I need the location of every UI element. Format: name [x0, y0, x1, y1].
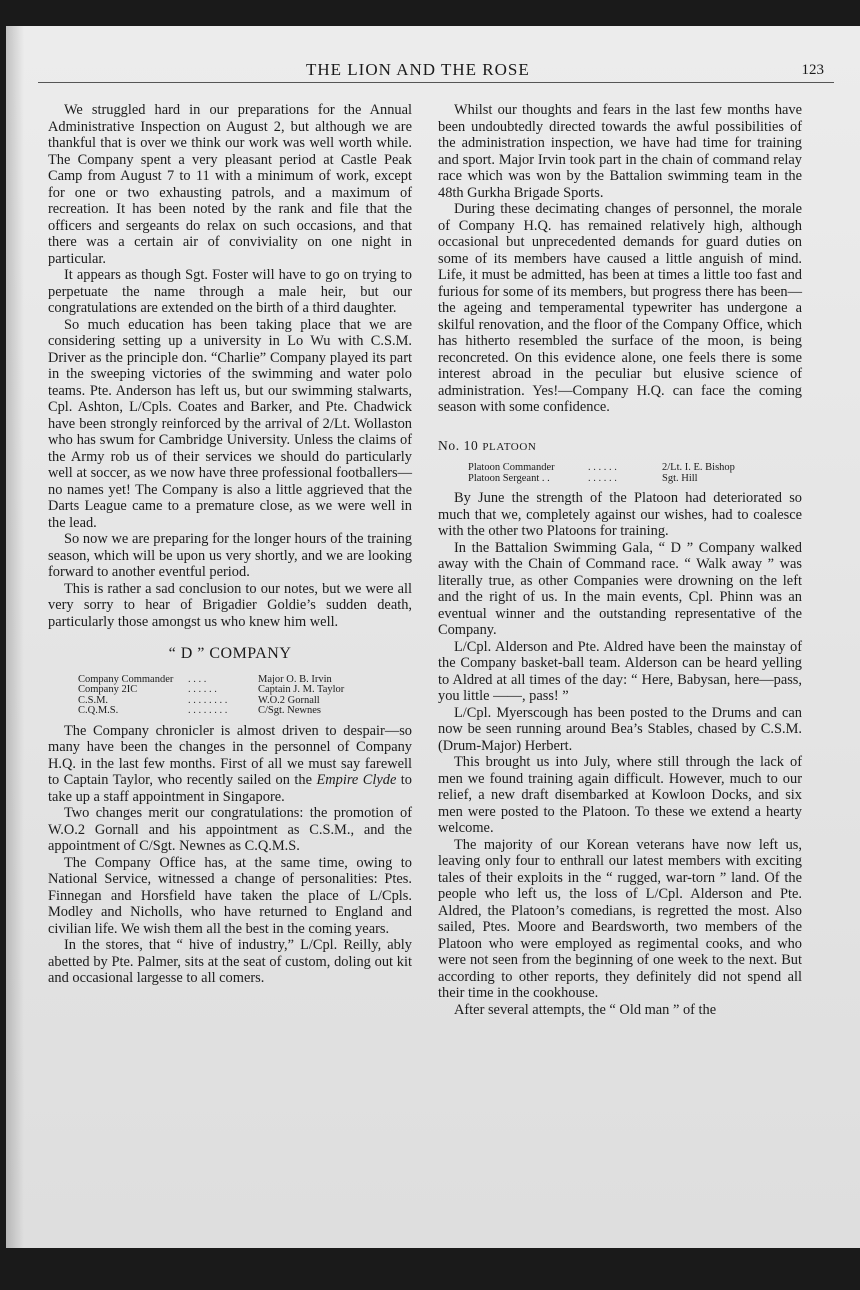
roster-row: [78, 706, 408, 717]
paragraph: We struggled hard in our preparations for the Annual Administrative Inspection on August 2, but although we are thankful that is over we think our work was well worth while. The Company spent a very pleasant period at Castle Peak Camp from August 7 to 11 with a minimum of work, except for one or two exhausting patrols, and a maximum of recreation. It has been noted by the rank and file that the officers and sergeants do relax on such occasions, and that there was a certain air of conviviality on one night in particular.: [48, 102, 412, 267]
platoon-heading-word: PLATOON: [482, 440, 537, 453]
running-head: THE LION AND THE ROSE: [306, 60, 530, 79]
page-gutter-shadow: [6, 26, 24, 1248]
paragraph: L/Cpl. Myerscough has been posted to the Drums and can now be seen running around Bea’s Stables, chased by C.S.M. (Drum-Major) Herbert.: [438, 704, 802, 754]
page-number: 123: [801, 62, 824, 78]
d-company-roster: [78, 675, 408, 717]
paragraph: [48, 723, 412, 806]
platoon-roster: [468, 463, 798, 484]
roster-role: Platoon Commander: [468, 462, 555, 473]
roster-row: [78, 685, 408, 696]
roster-name: Captain J. M. Taylor: [258, 684, 345, 695]
roster-leader-dots: . . . . . . . .: [188, 705, 228, 716]
d-company-title: “ D ” COMPANY: [168, 645, 292, 662]
roster-leader-dots: . . . .: [188, 673, 207, 685]
text-run: The Company chronicler is almost driven to despair—so many have been the changes in the personnel of Company H.Q. in the last few months. First of all we must say farewell to Captain Taylor, who recently sailed on the: [48, 722, 412, 788]
paragraph: So much education has been taking place that we are considering setting up a university in Lo Wu with C.S.M. Driver as the principle don. “Charlie” Company played its part in the sweeping victories of the swimming and water polo teams. Pte. Anderson has left us, but our swimming stalwarts, Cpl. Ashton, L/Cpls. Coates and Barker, and Pte. Chadwick have been strongly reinforced by the arrival of 2/Lt. Wollaston who has swum for Cambridge University. Unless the claims of the Army rob us of their services we should do particularly well at soccer, as we now have three professional footballers—no names yet! The Company is also a little aggrieved that the Darts League came to a premature close, as we were well in the lead.: [48, 316, 412, 531]
roster-row: [468, 474, 798, 485]
paragraph: This brought us into July, where still through the lack of men we found training again difficult. However, much to our relief, a new draft disembarked at Kowloon Docks, and six men were posted to the Platoon. To these we extend a hearty welcome.: [438, 754, 802, 836]
roster-role: C.S.M.: [78, 694, 109, 706]
right-column: [438, 102, 802, 1018]
magazine-page: [6, 26, 860, 1248]
paragraph: During these decimating changes of personnel, the morale of Company H.Q. has remained relatively high, although occasional but unprecedented demands for guard duties on some of its members have caused a little anguish of mind. Life, it must be admitted, has been at times a little too fast and furious for some of its members, but progress there has been—the ageing and temperamental typewriter has undergone a skilful renovation, and the floor of the Company Office, which has hitherto resembled the surface of the moon, is being reconcreted. On this evidence alone, one feels there is some interest abroad in the peculiar but elusive science of administration. Yes!—Company H.Q. can face the coming season with some confidence.: [438, 201, 802, 415]
roster-leader-dots: . . . . . . . .: [188, 694, 228, 706]
paragraph: L/Cpl. Alderson and Pte. Aldred have been the mainstay of the Company basket-ball team. Alderson can be heard yelling to Aldred at all times of the day: “ Here, Babysan, here—pass, you little ——, pass! ”: [438, 638, 802, 704]
roster-role: Platoon Sergeant . .: [468, 472, 550, 484]
roster-leader-dots: . . . . . .: [188, 684, 217, 695]
paragraph: The Company Office has, at the same time, owing to National Service, witnessed a change of personalities: Ptes. Finnegan and Horsfield have taken the place of L/Cpls. Modley and Nicholls, who have returned to England and civilian life. We wish them all the best in the coming years.: [48, 854, 412, 937]
roster-leader-dots: . . . . . .: [588, 462, 617, 473]
roster-name: C/Sgt. Newnes: [258, 705, 321, 716]
roster-role: Company Commander: [78, 673, 174, 685]
ship-name: Empire Clyde: [316, 772, 397, 788]
paragraph: The majority of our Korean veterans have now left us, leaving only four to enthrall our latest members with exciting tales of their exploits in the “ rugged, war-torn ” land. Of the people who left us, the loss of L/Cpl. Alderson and Pte. Aldred, the Platoon’s comedians, is regretted the most. Also sailed, Ptes. Moore and Beardsworth, two members of the Platoon who were employed as regimental cooks, and who were not seen from the beginning of one week to the next. But according to other reports, they definitely did not spend all their time in the cookhouse.: [438, 836, 802, 1001]
platoon-heading-number: No. 10: [438, 437, 483, 453]
paragraph: Two changes merit our congratulations: the promotion of W.O.2 Gornall and his appointment as C.S.M., and the appointment of C/Sgt. Newnes as C.Q.M.S.: [48, 805, 412, 854]
paragraph: By June the strength of the Platoon had deteriorated so much that we, completely against our wishes, had to coalesce with the other two Platoons for training.: [438, 490, 802, 539]
paragraph: In the Battalion Swimming Gala, “ D ” Company walked away with the Chain of Command race. “ Walk away ” was literally true, as other Companies were drowning on the left and the right of us. In the main events, Cpl. Phinn was an eventual winner and the outstanding representative of the Company.: [438, 539, 802, 638]
roster-name: W.O.2 Gornall: [258, 694, 320, 706]
platoon-heading: [438, 438, 802, 456]
paragraph: After several attempts, the “ Old man ” of the: [454, 1001, 717, 1018]
roster-role: C.Q.M.S.: [78, 705, 119, 716]
text-run: to take up a staff appointment in Singapore.: [48, 772, 413, 805]
paragraph: It appears as though Sgt. Foster will have to go on trying to perpetuate the name through a male heir, but our congratulations are extended on the birth of a third daughter.: [48, 267, 412, 316]
left-column: [48, 102, 412, 987]
roster-name: Sgt. Hill: [662, 472, 698, 484]
paragraph: Whilst our thoughts and fears in the last few months have been undoubtedly directed towards the awful possibilities of the administration inspection, we have had time for training and sport. Major Irvin took part in the chain of command relay race which was won by the Battalion swimming team in the 48th Gurkha Brigade Sports.: [438, 102, 802, 201]
roster-name: Major O. B. Irvin: [258, 673, 332, 685]
roster-row: [78, 696, 408, 707]
roster-leader-dots: . . . . . .: [588, 472, 617, 484]
header-rule: [38, 82, 834, 83]
roster-role: Company 2IC: [78, 684, 138, 695]
paragraph: This is rather a sad conclusion to our notes, but we were all very sorry to hear of Brigadier Goldie’s sudden death, particularly those amongst us who knew him well.: [48, 580, 412, 630]
roster-name: 2/Lt. I. E. Bishop: [662, 462, 735, 473]
paragraph: In the stores, that “ hive of industry,” L/Cpl. Reilly, ably abetted by Pte. Palmer, sits at the seat of custom, doling out kit and occasional largesse to all comers.: [48, 937, 412, 986]
paragraph: So now we are preparing for the longer hours of the training season, which will be upon us very shortly, and we are looking forward to another eventful period.: [48, 531, 412, 580]
roster-row: [468, 463, 798, 474]
